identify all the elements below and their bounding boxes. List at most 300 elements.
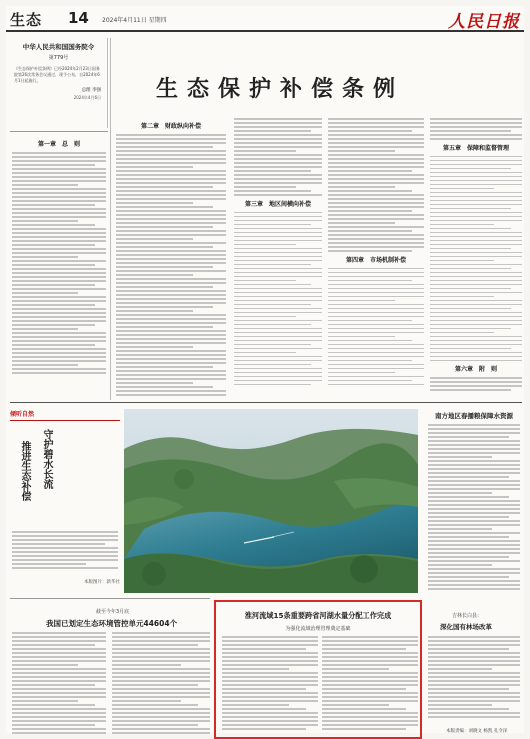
text-line [428,648,509,650]
chapter-heading: 第五章 保障和监督管理 [442,144,509,152]
text-column-4 [328,118,424,388]
decree-issuer: 中华人民共和国国务院令 [22,43,95,51]
text-line [12,539,118,541]
article3-text [428,636,520,720]
text-line [234,324,311,326]
text-line [234,296,322,298]
text-line [12,728,106,730]
text-line [428,432,520,434]
text-line [116,334,226,336]
text-line [116,374,226,376]
text-line [328,380,412,382]
text-line [12,324,95,326]
text-line [234,240,322,242]
text-line [12,696,106,698]
text-line [12,704,95,706]
text-line [112,724,198,726]
text-line [328,348,424,350]
text-line [116,306,213,308]
text-column-3 [234,118,322,388]
text-line [12,336,106,338]
text-line [12,340,106,342]
text-line [222,688,306,690]
text-line [12,240,106,242]
highlighted-text-b [322,636,418,732]
text-line [428,516,509,518]
text-line [328,250,412,252]
text-line [234,154,322,156]
text-line [322,708,406,710]
text-line [430,300,522,302]
text-line [234,292,322,294]
text-line [430,256,522,258]
text-line [12,180,106,182]
text-line [116,278,226,280]
text-line [12,268,106,270]
text-line [116,382,193,384]
text-line [116,370,226,372]
text-line [12,724,95,726]
text-line [112,664,181,666]
text-line [328,312,424,314]
text-line [428,492,492,494]
text-line [322,688,406,690]
text-line [116,290,226,292]
text-line [12,196,106,198]
text-line [322,672,418,674]
text-line [428,504,520,506]
text-line [112,720,210,722]
text-line [12,220,78,222]
text-line [430,122,522,124]
text-line [428,464,520,466]
text-line [428,476,509,478]
text-line [428,684,520,686]
highlighted-article-title: 淮河流域15条重要跨省河湖水量分配工作完成 [244,611,392,620]
text-line [116,242,226,244]
highlighted-text-a [222,636,318,732]
text-line [428,524,520,526]
text-line [116,150,226,152]
text-line [428,708,509,710]
text-line [322,692,418,694]
text-line [430,176,522,178]
text-line [234,320,322,322]
text-line [328,178,424,180]
text-line [112,704,198,706]
text-line [328,146,424,148]
text-line [12,172,106,174]
text-line [112,652,210,654]
text-line [12,543,105,545]
text-line [328,210,412,212]
text-line [328,344,424,346]
text-line [234,352,296,354]
text-line [222,656,318,658]
text-line [112,708,210,710]
text-line [428,444,520,446]
text-line [234,162,322,164]
text-line [116,286,213,288]
page-number: 14 [68,9,89,27]
page-footer: 本版责编：刘晓文 杨凯 孔令泽 [446,729,508,734]
text-column-2 [116,118,226,398]
text-line [12,320,106,322]
text-line [234,272,322,274]
text-line [430,377,522,379]
text-line [234,126,322,128]
text-line [222,668,289,670]
text-line [430,268,511,270]
text-line [430,304,522,306]
text-line [328,308,424,310]
text-line [234,316,296,318]
text-line [116,234,226,236]
text-line [12,676,106,678]
text-line [428,436,509,438]
text-line [234,118,322,120]
text-line [430,118,522,120]
text-line [430,248,511,250]
text-line [430,296,494,298]
text-line [234,256,322,258]
text-line [234,384,311,386]
text-line [116,258,226,260]
text-line [430,381,522,383]
text-line [328,218,424,220]
text-line [428,528,492,530]
text-line [12,256,78,258]
river-landscape-photo [124,409,418,593]
text-line [116,298,226,300]
text-line [222,652,318,654]
text-line [234,364,311,366]
text-line [234,356,322,358]
text-line [428,456,492,458]
text-line [12,212,106,214]
text-line [234,360,322,362]
text-line [12,368,106,370]
text-line [428,712,520,714]
text-line [430,168,511,170]
text-line [322,680,418,682]
text-line [430,172,522,174]
article3-subtitle: 吉林长白县： [452,613,483,619]
text-line [112,716,210,718]
text-line [116,282,226,284]
text-line [234,186,296,188]
text-line [234,178,322,180]
text-line [430,324,522,326]
text-line [12,300,106,302]
text-line [12,732,106,734]
text-line [428,496,509,498]
text-line [428,440,520,442]
text-line [428,512,520,514]
text-line [116,174,226,176]
text-line [430,126,522,128]
text-line [428,652,520,654]
text-line [328,186,395,188]
text-line [116,262,226,264]
text-line [12,152,106,154]
text-line [428,696,520,698]
text-line [430,220,522,222]
text-line [222,660,318,662]
text-line [234,344,311,346]
text-line [322,652,418,654]
chapter-heading: 第六章 附 则 [454,366,497,373]
text-line [430,288,511,290]
text-line [328,226,424,228]
text-line [116,198,226,200]
text-line [234,260,322,262]
text-line [428,704,492,706]
text-line [116,310,193,312]
text-line [116,206,213,208]
text-line [328,384,424,386]
text-line [112,700,181,702]
text-line [12,176,106,178]
feature-title-a: 守护碧水长流 [41,429,52,489]
text-line [430,196,522,198]
text-line [328,356,424,358]
text-line [116,366,213,368]
text-line [428,520,520,522]
text-line [12,563,86,565]
text-line [328,320,412,322]
text-line [234,150,296,152]
text-line [112,656,210,658]
text-line [112,712,210,714]
text-line [428,468,520,470]
text-line [430,236,522,238]
text-line [12,364,78,366]
text-line [112,636,210,638]
text-line [222,716,318,718]
text-line [12,716,106,718]
text-line [430,130,511,132]
text-line [222,644,318,646]
text-line [116,154,226,156]
text-line [430,385,522,387]
text-line [234,312,322,314]
text-line [12,232,106,234]
text-line [112,668,210,670]
text-line [234,252,322,254]
text-line [12,276,106,278]
text-line [116,166,193,168]
text-line [12,344,95,346]
text-line [322,660,418,662]
text-line [12,551,118,553]
text-line [428,540,520,542]
text-line [222,696,318,698]
text-line [430,332,494,334]
text-line [328,276,424,278]
text-line [116,182,226,184]
text-line [430,389,511,391]
text-line [12,156,106,158]
text-line [116,222,226,224]
text-line [116,330,226,332]
photo-image [124,409,418,593]
text-line [428,488,520,490]
text-column-1 [12,136,106,376]
text-line [328,242,424,244]
text-line [234,224,311,226]
text-line [328,372,395,374]
text-line [12,660,106,662]
article1-text-a [12,632,106,736]
text-line [428,580,520,582]
text-line [234,328,322,330]
text-line [234,368,322,370]
text-line [322,720,418,722]
text-line [234,174,322,176]
text-line [234,304,311,306]
text-line [322,724,418,726]
text-line [12,168,106,170]
text-line [234,308,322,310]
text-line [430,352,522,354]
text-line [222,680,318,682]
text-line [322,656,418,658]
section-name: 生态 [10,11,43,29]
chapter-heading: 第四章 市场机制补偿 [345,256,406,264]
text-line [112,692,210,694]
text-line [428,680,520,682]
issue-date: 2024年4月11日 星期四 [102,17,167,24]
text-line [12,312,106,314]
text-line [430,312,522,314]
text-line [112,688,210,690]
text-line [430,208,511,210]
feature-text [12,531,118,571]
text-line [328,158,424,160]
text-line [430,272,522,274]
text-line [12,656,106,658]
text-line [428,584,520,586]
text-line [116,218,226,220]
text-line [222,728,306,730]
text-line [328,324,424,326]
text-line [116,270,226,272]
text-line [430,348,511,350]
text-line [116,238,193,240]
text-line [430,188,494,190]
text-line [12,260,106,262]
text-line [430,204,522,206]
text-line [116,322,226,324]
text-line [428,656,520,658]
text-line [116,314,226,316]
text-line [234,158,322,160]
text-line [112,648,210,650]
text-line [12,632,106,634]
text-line [328,352,424,354]
text-line [116,266,213,268]
text-line [12,296,106,298]
text-line [234,284,311,286]
text-line [12,236,106,238]
text-line [428,472,520,474]
text-line [12,664,78,666]
text-line [112,696,210,698]
text-line [12,652,106,654]
text-line [428,636,520,638]
text-line [328,134,424,136]
text-line [428,672,520,674]
text-line [430,156,522,158]
text-line [428,428,520,430]
text-line [430,180,522,182]
text-line [116,318,226,320]
highlighted-article-subtitle: 为强化流域治理管理奠定基础 [285,626,351,632]
text-line [116,170,226,172]
text-line [222,684,318,686]
text-line [328,126,424,128]
text-line [328,246,424,248]
text-line [428,644,520,646]
text-line [112,640,210,642]
decree-signature: 总理 李强 [81,88,101,93]
text-line [430,292,522,294]
text-line [234,190,311,192]
text-line [328,316,424,318]
newspaper-logo: 人民日报 [448,12,520,32]
masthead [6,6,524,32]
text-line [430,160,522,162]
text-line [116,202,193,204]
section-divider [10,402,522,403]
text-line [116,134,226,136]
text-line [430,228,511,230]
text-line [428,560,520,562]
text-line [328,174,424,176]
text-line [328,332,424,334]
text-line [328,364,424,366]
text-line [12,672,106,674]
text-line [116,390,226,392]
feature-title-b: 推进生态补偿 [19,441,30,501]
side-article-text [428,424,520,592]
text-line [12,200,106,202]
text-line [328,154,424,156]
text-line [430,308,511,310]
text-line [328,214,424,216]
text-line [328,202,424,204]
text-line [428,660,520,662]
text-line [116,142,226,144]
text-line [428,460,520,462]
text-line [430,252,522,254]
text-line [12,252,106,254]
text-line [12,316,106,318]
text-line [322,648,406,650]
text-line [116,146,213,148]
text-line [328,360,412,362]
text-line [116,342,226,344]
text-line [430,316,522,318]
text-line [322,668,389,670]
text-line [12,332,106,334]
text-line [12,555,118,557]
text-line [234,248,322,250]
text-line [222,664,318,666]
divider [10,598,210,599]
text-line [112,672,210,674]
